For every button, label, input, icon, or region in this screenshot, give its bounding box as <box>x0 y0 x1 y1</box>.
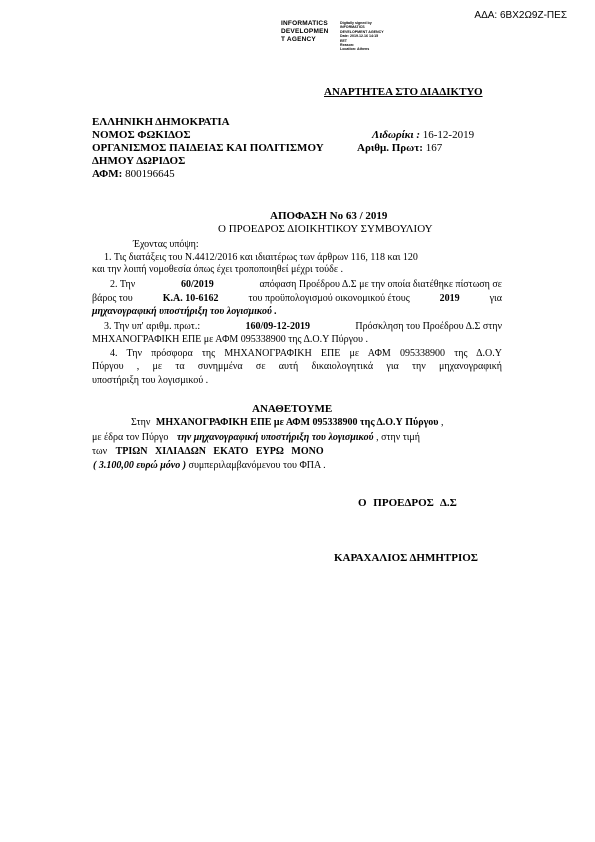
p2-text: του προϋπολογισμού οικονομικού έτους <box>248 293 410 304</box>
signature-stamp <box>281 20 329 44</box>
p4-text: υποστήριξη του λογισμικού . <box>92 375 209 386</box>
stamp-detail-line: Location: Athens <box>340 47 370 52</box>
assign-amount-number: ( 3.100,00 ευρώ μόνο ) <box>93 460 187 471</box>
assign-text: , στην τιμή <box>376 432 421 443</box>
assignment-line-2 <box>92 432 420 444</box>
p2-text: βάρος του <box>92 293 133 304</box>
stamp-details <box>340 21 384 52</box>
stamp-detail-line: DEVELOPMENT AGENCY <box>340 29 384 34</box>
header-prefecture: ΝΟΜΟΣ ΦΩΚΙΔΟΣ <box>92 129 191 141</box>
p3-text: 3. Την υπ' αριθμ. πρωτ.: <box>104 321 201 332</box>
assign-text: των <box>92 446 108 457</box>
protocol-value: 167 <box>425 142 443 154</box>
p2-budget-code: Κ.Α. 10-6162 <box>162 293 219 304</box>
paragraph-1-line-1: 1. Τις διατάξεις του Ν.4412/2016 και ιδιαιτέρως των άρθρων 116, 118 και 120 <box>104 252 418 263</box>
assign-service: την μηχανογραφική υποστήριξη του λογισμικού <box>176 432 374 443</box>
paragraph-2-line-1 <box>110 279 502 291</box>
signatory-role: Ο ΠΡΟΕΔΡΟΣ Δ.Σ <box>358 497 457 509</box>
assignment-line-1 <box>131 417 443 429</box>
paragraph-3-line-1 <box>104 321 502 333</box>
header-municipality: ΔΗΜΟΥ ΔΩΡΙΔΟΣ <box>92 155 186 167</box>
p3-invitation-number: 160/09-12-2019 <box>245 321 310 332</box>
assignment-line-3 <box>92 446 324 458</box>
stamp-detail-line: Reason: <box>340 43 355 48</box>
p2-text: για <box>489 293 502 304</box>
header-date <box>372 129 474 142</box>
paragraph-3-line-2: ΜΗΧΑΝΟΓΡΑΦΙΚΗ ΕΠΕ με ΑΦΜ 095338900 της Δ.Ο.Υ Πύργου . <box>92 334 368 345</box>
date-value: 16-12-2019 <box>422 129 475 141</box>
p2-text: 2. Την <box>110 279 136 290</box>
date-label: Λιδωρίκι : <box>372 129 421 141</box>
internet-posting-notice: ΑΝΑΡΤΗΤΕΑ ΣΤΟ ΔΙΑΔΙΚΤΥΟ <box>324 86 483 98</box>
stamp-line: INFORMATICS <box>281 20 328 27</box>
ada-code: ΑΔΑ: 6ΒΧ2Ω9Ζ-ΠΕΣ <box>474 10 567 21</box>
protocol-label: Αριθμ. Πρωτ: <box>357 142 423 154</box>
stamp-line: DEVELOPMEN <box>281 28 329 35</box>
p3-text: Πρόσκληση του Προέδρου Δ.Σ στην <box>355 321 502 332</box>
paragraph-2-line-3: μηχανογραφική υποστήριξη του λογισμικού . <box>92 306 277 317</box>
having-in-mind: Έχοντας υπόψη: <box>133 239 199 250</box>
assign-text: με έδρα τον Πύργο <box>92 432 169 443</box>
assign-text: Στην <box>131 417 151 428</box>
stamp-detail-line: Date: 2019.12.16 14:15 <box>340 34 379 39</box>
paragraph-4-line-2: Πύργου , με τα συνημμένα σε αυτή δικαιολογητικά για την μηχανογραφική <box>92 361 502 372</box>
paragraph-2-line-2 <box>92 293 502 305</box>
header-afm <box>92 168 175 181</box>
paragraph-4-line-3 <box>92 375 208 387</box>
p2-decision-number: 60/2019 <box>180 279 214 290</box>
assign-amount-words: ΤΡΙΩΝ ΧΙΛΙΑΔΩΝ ΕΚΑΤΟ ΕΥΡΩ ΜΟΝΟ <box>115 446 324 457</box>
stamp-detail-line: EET <box>340 38 347 43</box>
stamp-detail-line: INFORMATICS <box>340 25 365 30</box>
afm-value: 800196645 <box>125 168 175 180</box>
signatory-name: ΚΑΡΑΧΑΛΙΟΣ ΔΗΜΗΤΡΙΟΣ <box>334 552 478 564</box>
paragraph-1-line-2: και την λοιπή νομοθεσία όπως έχει τροποποιηθεί μέχρι τούδε . <box>92 264 344 275</box>
stamp-line: T AGENCY <box>281 36 316 43</box>
p2-text: απόφαση Προέδρου Δ.Σ με την οποία διατέθηκε πίστωση σε <box>259 279 502 290</box>
header-organization: ΟΡΓΑΝΙΣΜΟΣ ΠΑΙΔΕΙΑΣ ΚΑΙ ΠΟΛΙΤΙΣΜΟΥ <box>92 142 324 154</box>
assignment-line-4 <box>93 460 326 472</box>
stamp-detail-line: Digitally signed by <box>340 21 372 25</box>
afm-label: ΑΦΜ: <box>92 168 123 180</box>
decision-title: ΑΠΟΦΑΣΗ Νο 63 / 2019 <box>270 210 388 222</box>
assign-text: , <box>440 417 444 428</box>
assign-contractor: ΜΗΧΑΝΟΓΡΑΦΙΚΗ ΕΠΕ με ΑΦΜ 095338900 της Δ.Ο.Υ Πύργου <box>155 417 439 428</box>
header-protocol <box>357 142 442 155</box>
p2-year: 2019 <box>439 293 460 304</box>
decision-subtitle: Ο ΠΡΟΕΔΡΟΣ ΔΙΟΙΚΗΤΙΚΟΥ ΣΥΜΒΟΥΛΙΟΥ <box>218 223 433 235</box>
assign-heading: ΑΝΑΘΕΤΟΥΜΕ <box>252 403 333 415</box>
header-country: ΕΛΛΗΝΙΚΗ ΔΗΜΟΚΡΑΤΙΑ <box>92 116 230 128</box>
paragraph-4-line-1: 4. Την πρόσφορα της ΜΗΧΑΝΟΓΡΑΦΙΚΗ ΕΠΕ με ΑΦΜ 095338900 της Δ.Ο.Υ <box>110 348 502 359</box>
assign-text: συμπεριλαμβανόμενου του ΦΠΑ . <box>188 460 326 471</box>
